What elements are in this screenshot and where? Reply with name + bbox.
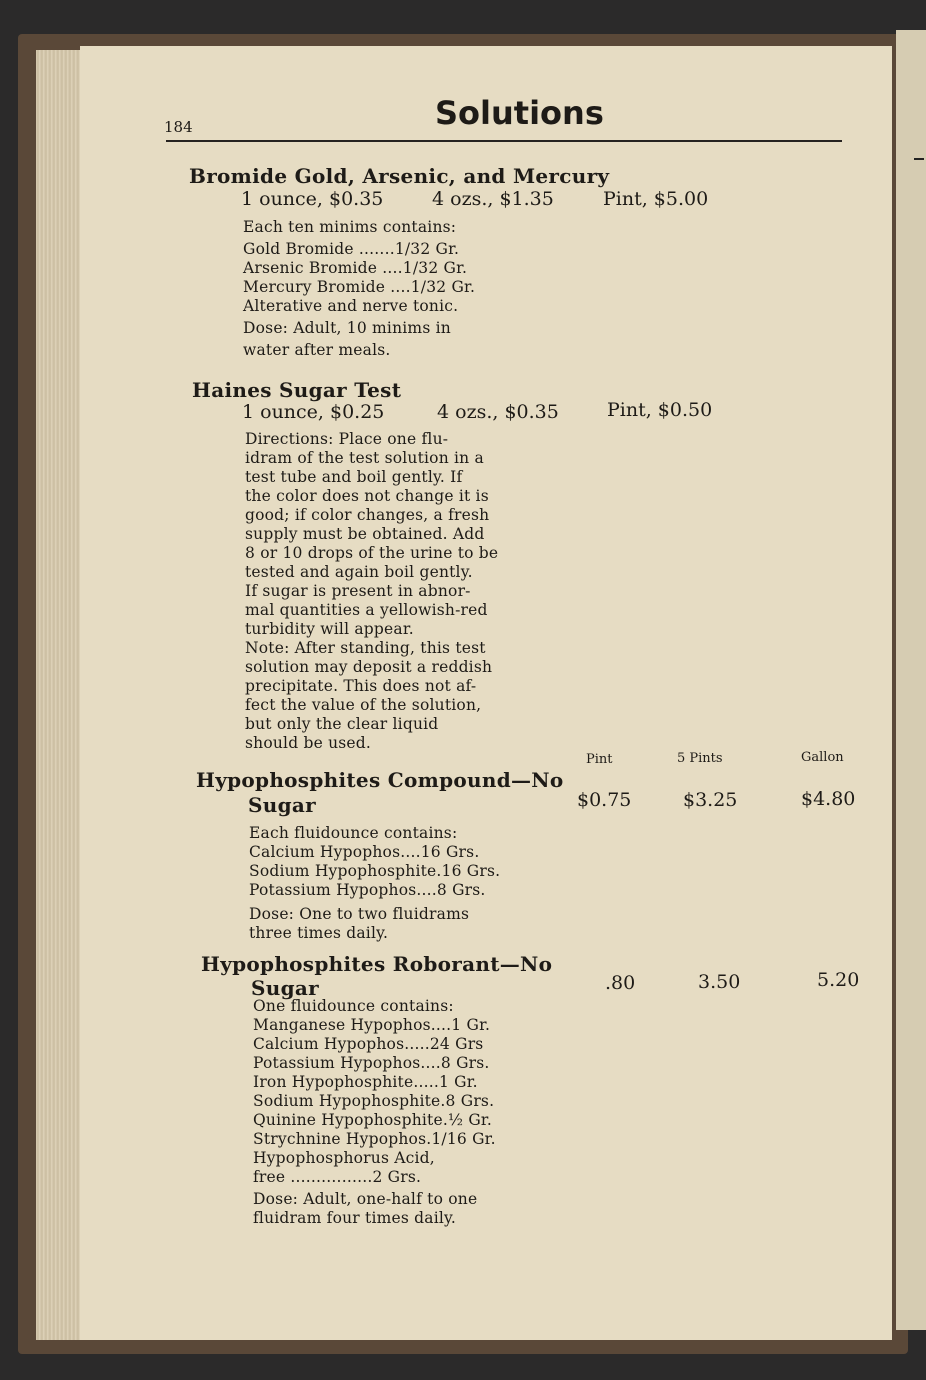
text-line: Each ten minims contains: [243, 218, 457, 236]
price-4oz-bromide: 4 ozs., $1.35 [432, 188, 554, 210]
text-line: Dose: Adult, one-half to one [253, 1190, 478, 1208]
text-line: Sodium Hypophosphite.8 Grs. [253, 1092, 495, 1110]
title-rule [166, 140, 842, 142]
price-pint-roborant: .80 [605, 972, 636, 994]
text-line: supply must be obtained. Add [245, 525, 485, 543]
price-gallon-compound: $4.80 [801, 788, 856, 810]
text-line: Hypophosphorus Acid, [253, 1149, 435, 1167]
price-pint-haines: Pint, $0.50 [607, 399, 713, 421]
text-line: Gold Bromide .......1/32 Gr. [243, 240, 460, 258]
text-line: Mercury Bromide ....1/32 Gr. [243, 278, 476, 296]
price-5-pints-compound: $3.25 [683, 789, 738, 811]
price-5-pints-roborant: 3.50 [698, 971, 741, 993]
text-line: solution may deposit a reddish [245, 658, 493, 676]
text-line: idram of the test solution in a [245, 449, 484, 467]
text-line: If sugar is present in abnor- [245, 582, 471, 600]
text-line: Each fluidounce contains: [249, 824, 458, 842]
text-line: fect the value of the solution, [245, 696, 482, 714]
text-line: Manganese Hypophos....1 Gr. [253, 1016, 491, 1034]
entry-title-compound-line2: Sugar [248, 793, 316, 817]
text-line: precipitate. This does not af- [245, 677, 477, 695]
text-line: water after meals. [243, 341, 391, 359]
text-line: Alterative and nerve tonic. [243, 297, 459, 315]
entry-title-compound: Hypophosphites Compound—No [196, 768, 564, 792]
text-line: Potassium Hypophos....8 Grs. [249, 881, 486, 899]
column-header-5-pints: 5 Pints [677, 751, 723, 766]
text-line: Note: After standing, this test [245, 639, 486, 657]
text-line: Arsenic Bromide ....1/32 Gr. [243, 259, 468, 277]
price-gallon-roborant: 5.20 [817, 969, 860, 991]
text-line: the color does not change it is [245, 487, 489, 505]
text-line: good; if color changes, a fresh [245, 506, 490, 524]
text-line: Sodium Hypophosphite.16 Grs. [249, 862, 501, 880]
text-line: mal quantities a yellowish-red [245, 601, 488, 619]
entry-title-roborant-line2: Sugar [251, 976, 319, 1000]
text-line: should be used. [245, 734, 372, 752]
text-line: Strychnine Hypophos.1/16 Gr. [253, 1130, 496, 1148]
text-line: Quinine Hypophosphite.½ Gr. [253, 1111, 492, 1129]
book-page [80, 46, 892, 1340]
column-header-pint: Pint [586, 752, 613, 767]
text-line: fluidram four times daily. [253, 1209, 457, 1227]
text-line: three times daily. [249, 924, 389, 942]
text-line: free ................2 Grs. [253, 1168, 422, 1186]
text-line: Directions: Place one flu- [245, 430, 449, 448]
page-title: Solutions [435, 94, 604, 132]
text-line: but only the clear liquid [245, 715, 439, 733]
entry-title-haines: Haines Sugar Test [192, 378, 402, 402]
text-line: 8 or 10 drops of the urine to be [245, 544, 499, 562]
text-line: tested and again boil gently. [245, 563, 473, 581]
price-4oz-haines: 4 ozs., $0.35 [437, 401, 559, 423]
text-line: Iron Hypophosphite.....1 Gr. [253, 1073, 478, 1091]
price-pint-bromide: Pint, $5.00 [603, 188, 709, 210]
text-line: One fluidounce contains: [253, 997, 454, 1015]
text-line: Potassium Hypophos....8 Grs. [253, 1054, 490, 1072]
facing-page-edge [896, 30, 926, 1330]
entry-title-bromide: Bromide Gold, Arsenic, and Mercury [189, 164, 610, 188]
text-line: turbidity will appear. [245, 620, 414, 638]
price-pint-compound: $0.75 [577, 789, 632, 811]
text-line: Dose: Adult, 10 minims in [243, 319, 451, 337]
text-line: Calcium Hypophos....16 Grs. [249, 843, 480, 861]
entry-title-roborant: Hypophosphites Roborant—No [201, 952, 553, 976]
page-number: 184 [164, 118, 193, 136]
text-line: Calcium Hypophos.....24 Grs [253, 1035, 484, 1053]
text-line: Dose: One to two fluidrams [249, 905, 470, 923]
text-line: test tube and boil gently. If [245, 468, 463, 486]
price-ounce-haines: 1 ounce, $0.25 [242, 401, 385, 423]
price-ounce-bromide: 1 ounce, $0.35 [241, 188, 384, 210]
column-header-gallon: Gallon [801, 750, 844, 765]
